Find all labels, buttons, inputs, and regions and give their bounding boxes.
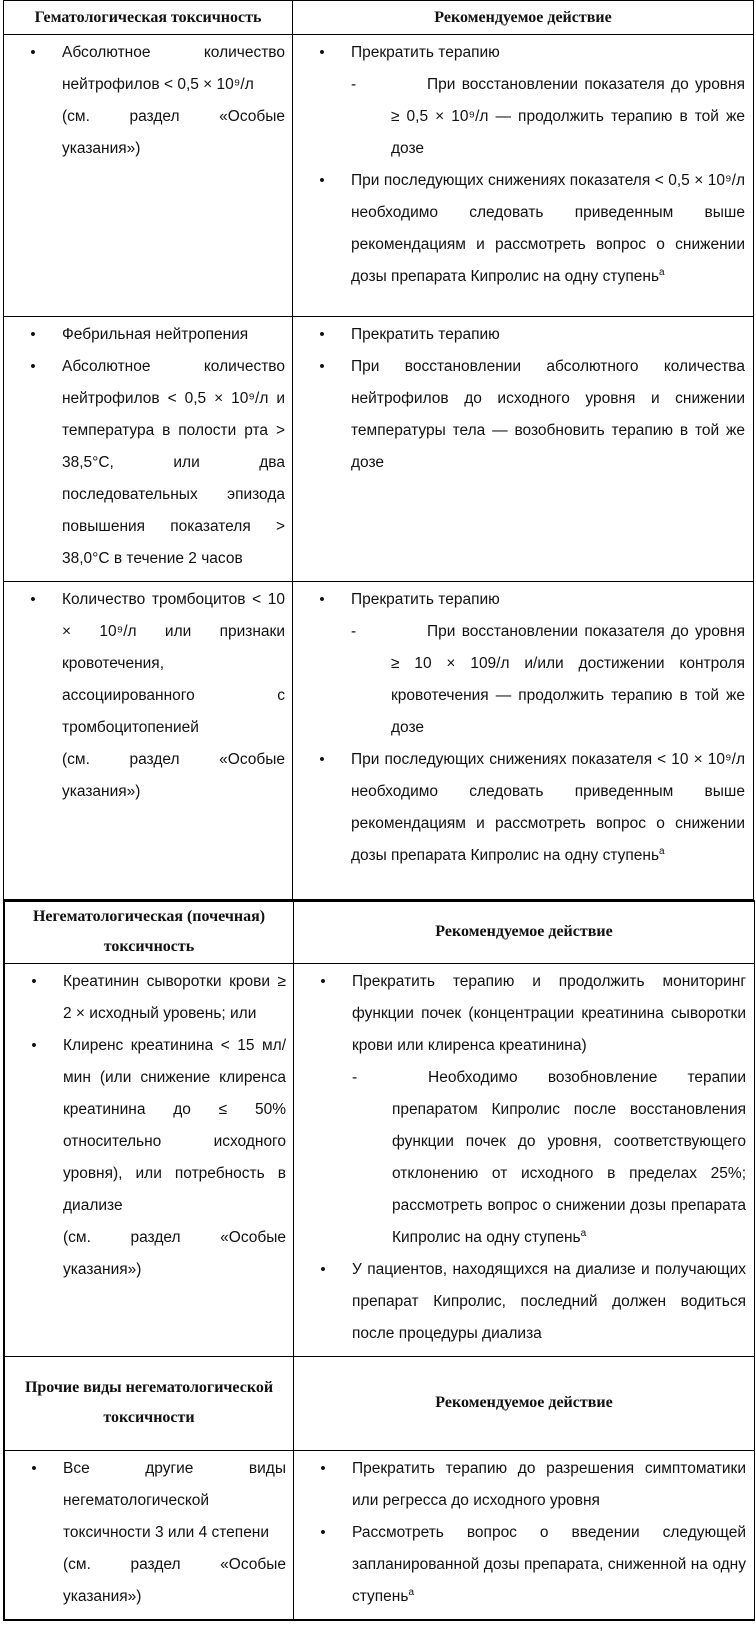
neutrophil-criterion: Абсолютное количество нейтрофилов < 0,5 × 10⁹/л (см. раздел «Особые указания») xyxy=(62,44,285,157)
dash-marker: - xyxy=(351,623,357,640)
list-item xyxy=(293,584,745,616)
bullet-dot-icon: • xyxy=(319,172,325,189)
bullet-dot-icon: • xyxy=(319,358,325,375)
sub-list-item xyxy=(294,1062,746,1254)
action-subtext: Необходимо возобновление терапии препаратом Кипролис после восстановления функции почек до уровня, соответствующего отклонению от исходного в пределах 25%; рассмотреть вопрос о снижении дозы препарата Кипролис на одну ступень$^а$ xyxy=(392,1068,746,1246)
table-row xyxy=(4,582,754,900)
list-item xyxy=(293,319,745,351)
bullet-dot-icon: • xyxy=(319,44,325,61)
list-item xyxy=(293,37,745,69)
list-item xyxy=(293,165,745,293)
sub-list-item xyxy=(293,616,745,744)
bullet-dot-icon: • xyxy=(320,1459,326,1477)
header-recommended-action: Рекомендуемое действие xyxy=(294,1356,755,1450)
footnote-mark: а xyxy=(659,845,665,857)
bullet-dot-icon: • xyxy=(320,1260,326,1278)
bullet-dot-icon: • xyxy=(319,751,325,768)
list-item xyxy=(4,37,285,165)
table-row xyxy=(4,35,754,317)
sub-list-item xyxy=(293,69,745,165)
list-item xyxy=(4,319,285,351)
hematologic-toxicity-table xyxy=(3,0,754,900)
list-item xyxy=(294,966,746,1062)
bullet-dot-icon: • xyxy=(31,1036,37,1054)
bullet-dot-icon: • xyxy=(319,591,325,608)
document-sheet xyxy=(3,0,753,1621)
dash-marker: - xyxy=(352,1068,358,1086)
list-item xyxy=(293,351,745,479)
platelet-criterion: Количество тромбоцитов < 10 × 10⁹/л или признаки кровотечения, ассоциированного с тромбоцитопенией (см. раздел «Особые указания») xyxy=(62,591,285,800)
list-item xyxy=(5,1030,286,1286)
header-recommended-action: Рекомендуемое действие xyxy=(293,1,754,35)
clearance-criterion: Клиренс креатинина < 15 мл/мин (или снижение клиренса креатинина до ≤ 50% относительно исходного уровня), или потребность в диализе (см. раздел «Особые указания») xyxy=(63,1036,286,1278)
footnote-mark: а xyxy=(408,1586,414,1598)
list-item xyxy=(4,584,285,808)
bullet-dot-icon: • xyxy=(30,326,36,343)
bullet-dot-icon: • xyxy=(320,1523,326,1541)
footnote-mark: а xyxy=(659,266,665,278)
action-text: Рассмотреть вопрос о введении следующей запланированной дозы препарата, сниженной на одну ступень$^а$ xyxy=(352,1523,746,1605)
dash-marker: - xyxy=(351,76,357,93)
action-text: У пациентов, находящихся на диализе и получающих препарат Кипролис, последний должен водиться после процедуры диализа xyxy=(352,1260,746,1342)
list-item xyxy=(4,351,285,575)
footnote-mark: а xyxy=(580,1227,587,1239)
bullet-dot-icon: • xyxy=(320,972,326,990)
bullet-dot-icon: • xyxy=(31,1459,37,1477)
action-text: Прекратить терапию xyxy=(351,591,500,608)
bullet-dot-icon: • xyxy=(30,44,36,61)
action-text: При восстановлении абсолютного количества нейтрофилов до исходного уровня и снижении температуры тела — возобновить терапию в той же дозе xyxy=(351,358,745,471)
action-text: Прекратить терапию xyxy=(351,326,500,343)
bullet-dot-icon: • xyxy=(31,972,37,990)
bullet-dot-icon: • xyxy=(319,326,325,343)
action-subtext: При восстановлении показателя до уровня ≥ 0,5 × 10⁹/л — продолжить терапию в той же дозе xyxy=(391,76,745,157)
renal-and-other-toxicity-table xyxy=(3,900,755,1621)
list-item xyxy=(5,1453,286,1613)
table-row xyxy=(4,963,755,1356)
action-text: Прекратить терапию xyxy=(351,44,500,61)
action-subtext: При восстановлении показателя до уровня ≥ 10 × 109/л и/или достижении контроля кровотечения — продолжить терапию в той же дозе xyxy=(391,623,745,736)
action-text: Прекратить терапию до разрешения симптоматики или регресса до исходного уровня xyxy=(352,1459,746,1509)
action-text: При последующих снижениях показателя < 0,5 × 10⁹/л необходимо следовать приведенным выше рекомендациям и рассмотреть вопрос о снижении дозы препарата Кипролис на одну ступень$^а$ xyxy=(351,172,745,285)
list-item xyxy=(5,966,286,1030)
list-item xyxy=(294,1254,746,1350)
list-item xyxy=(294,1453,746,1517)
action-text: Прекратить терапию и продолжить мониторинг функции почек (концентрации креатинина сыворотки крови или клиренса креатинина) xyxy=(352,972,746,1054)
creatinine-criterion: Креатинин сыворотки крови ≥ 2 × исходный уровень; или xyxy=(63,972,286,1022)
header-recommended-action: Рекомендуемое действие xyxy=(294,901,755,963)
header-other-toxicity: Прочие виды негематологической токсичности xyxy=(4,1356,294,1450)
table-row xyxy=(4,317,754,582)
febrile-neutropenia-text: Фебрильная нейтропения xyxy=(62,326,249,343)
neutrophil-fever-criterion: Абсолютное количество нейтрофилов < 0,5 × 10⁹/л и температура в полости рта > 38,5°C, или два последовательных эпизода повышения показателя > 38,0°C в течение 2 часов xyxy=(62,358,285,567)
list-item xyxy=(294,1517,746,1613)
header-renal-toxicity: Негематологическая (почечная) токсичность xyxy=(4,901,294,963)
header-hematologic-toxicity: Гематологическая токсичность xyxy=(4,1,293,35)
table-row xyxy=(4,1450,755,1620)
bullet-dot-icon: • xyxy=(30,591,36,608)
other-toxicity-criterion: Все другие виды негематологической токсичности 3 или 4 степени (см. раздел «Особые указания») xyxy=(63,1459,286,1605)
list-item xyxy=(293,744,745,872)
bullet-dot-icon: • xyxy=(30,358,36,375)
action-text: При последующих снижениях показателя < 10 × 10⁹/л необходимо следовать приведенным выше рекомендациям и рассмотреть вопрос о снижении дозы препарата Кипролис на одну ступень$^а$ xyxy=(351,751,745,864)
